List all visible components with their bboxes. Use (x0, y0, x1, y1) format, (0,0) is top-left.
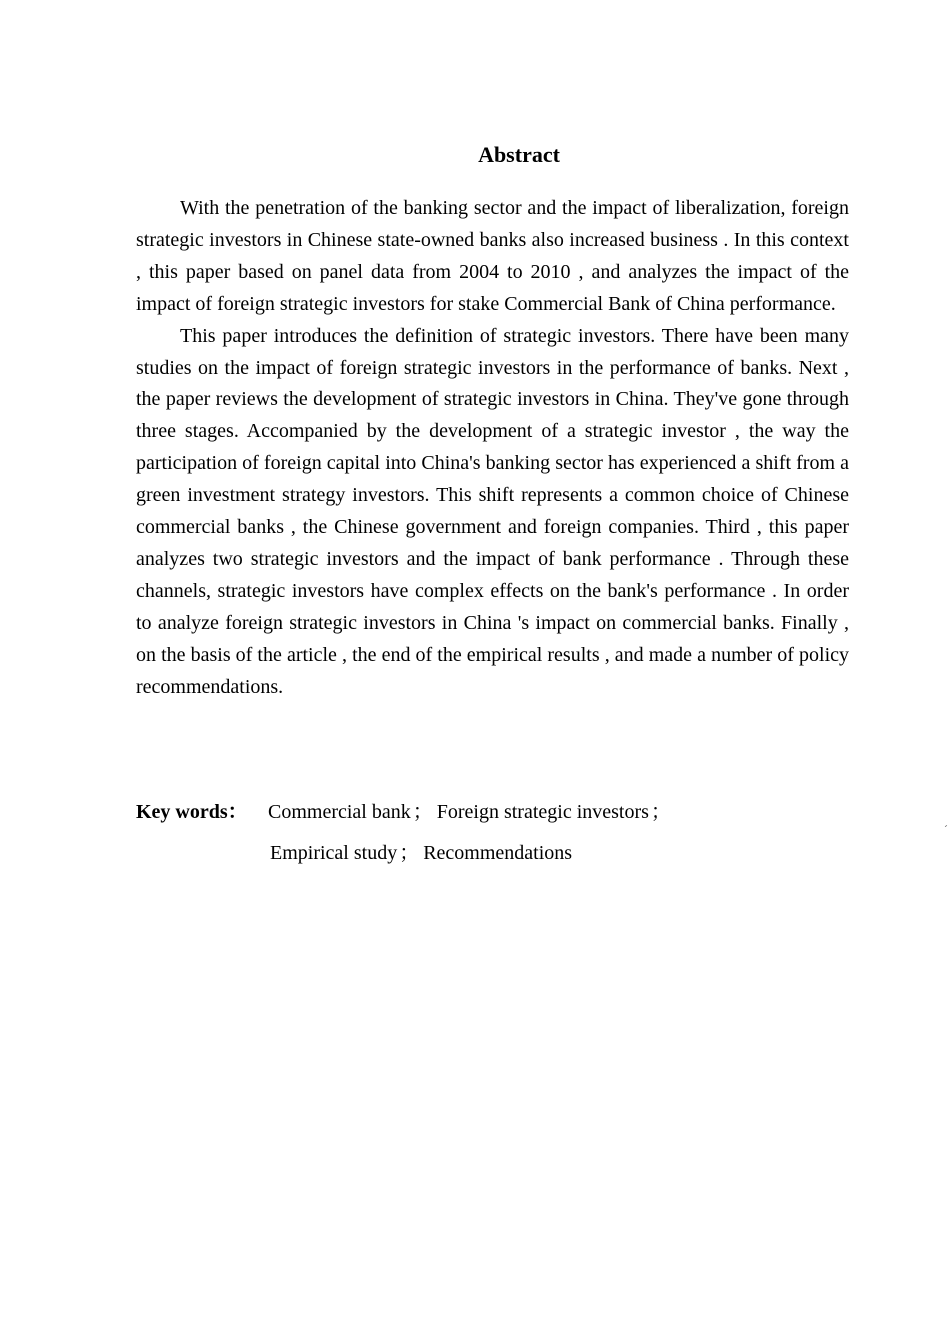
abstract-paragraph-2: This paper introduces the definition of strategic investors. There have been many studies on the impact of foreign strategic investors in the performance of banks. Next , the paper reviews the development of strategic investors in China. They've gone through three stages. Accompanied by the development of a strategic investor , the way the participation of foreign capital into China's banking sector has experienced a shift from a green investment strategy investors. This shift represents a common choice of Chinese commercial banks , the Chinese government and foreign companies. Third , this paper analyzes two strategic investors and the impact of bank performance . Through these channels, strategic investors have complex effects on the bank's performance . In order to analyze foreign strategic investors in China 's impact on commercial banks. Finally , on the basis of the article , the end of the empirical results , and made a number of policy recommendations. (136, 324, 849, 698)
keywords-line-1 (268, 797, 675, 827)
keyword-commercial-bank: Commercial bank (268, 801, 411, 823)
keyword-separator: ； (412, 801, 433, 823)
keyword-empirical-study: Empirical study (270, 842, 398, 864)
keyword-separator: ； (650, 801, 671, 823)
keyword-separator: ； (399, 842, 420, 864)
abstract-body (136, 193, 849, 704)
abstract-paragraph-1: With the penetration of the banking sector and the impact of liberalization, foreign strategic investors in Chinese state-owned banks also increased business . In this context , this paper based on panel data from 2004 to 2010 , and analyzes the impact of the impact of foreign strategic investors for stake Commercial Bank of China performance. (136, 197, 849, 315)
keyword-recommendations: Recommendations (423, 842, 573, 864)
keywords-label: Key words： (136, 801, 248, 823)
keywords-line-2 (270, 838, 572, 868)
abstract-title: Abstract (478, 142, 560, 167)
edge-mark: ˊ (943, 825, 948, 836)
keyword-foreign-strategic-investors: Foreign strategic investors (436, 801, 649, 823)
